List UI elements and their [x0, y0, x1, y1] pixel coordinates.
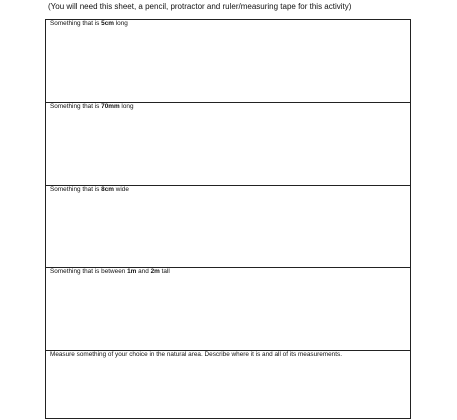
measurement-box-1m-2m[interactable] — [46, 268, 410, 351]
measurement-value: 1m — [127, 268, 137, 275]
prompt-text: long — [119, 103, 134, 110]
prompt-text: Something that is — [50, 20, 102, 27]
measurement-value: 5cm — [101, 20, 114, 27]
prompt-text: Something that is — [50, 186, 102, 193]
measurement-box-8cm[interactable] — [46, 186, 410, 268]
prompt-70mm — [50, 103, 134, 111]
instructions-text: (You will need this sheet, a pencil, protractor and ruler/measuring tape for this activity) — [48, 2, 352, 11]
prompt-text: wide — [113, 186, 129, 193]
prompt-text: and — [136, 268, 151, 275]
prompt-choice: Measure something of your choice in the natural area. Describe where it is and all of its measurements. — [50, 351, 342, 358]
measurement-box-5cm[interactable] — [46, 20, 410, 103]
prompt-text: long — [113, 20, 128, 27]
prompt-5cm — [50, 20, 128, 28]
prompt-text: tall — [159, 268, 170, 275]
measurement-value: 70mm — [101, 103, 120, 110]
measurement-value: 8cm — [101, 186, 114, 193]
prompt-1m-2m — [50, 268, 170, 276]
worksheet-table — [45, 19, 411, 419]
prompt-8cm — [50, 186, 129, 194]
measurement-box-choice[interactable] — [46, 351, 410, 420]
measurement-value: 2m — [150, 268, 160, 275]
measurement-box-70mm[interactable] — [46, 103, 410, 186]
prompt-text: Something that is between — [50, 268, 128, 275]
prompt-text: Something that is — [50, 103, 102, 110]
